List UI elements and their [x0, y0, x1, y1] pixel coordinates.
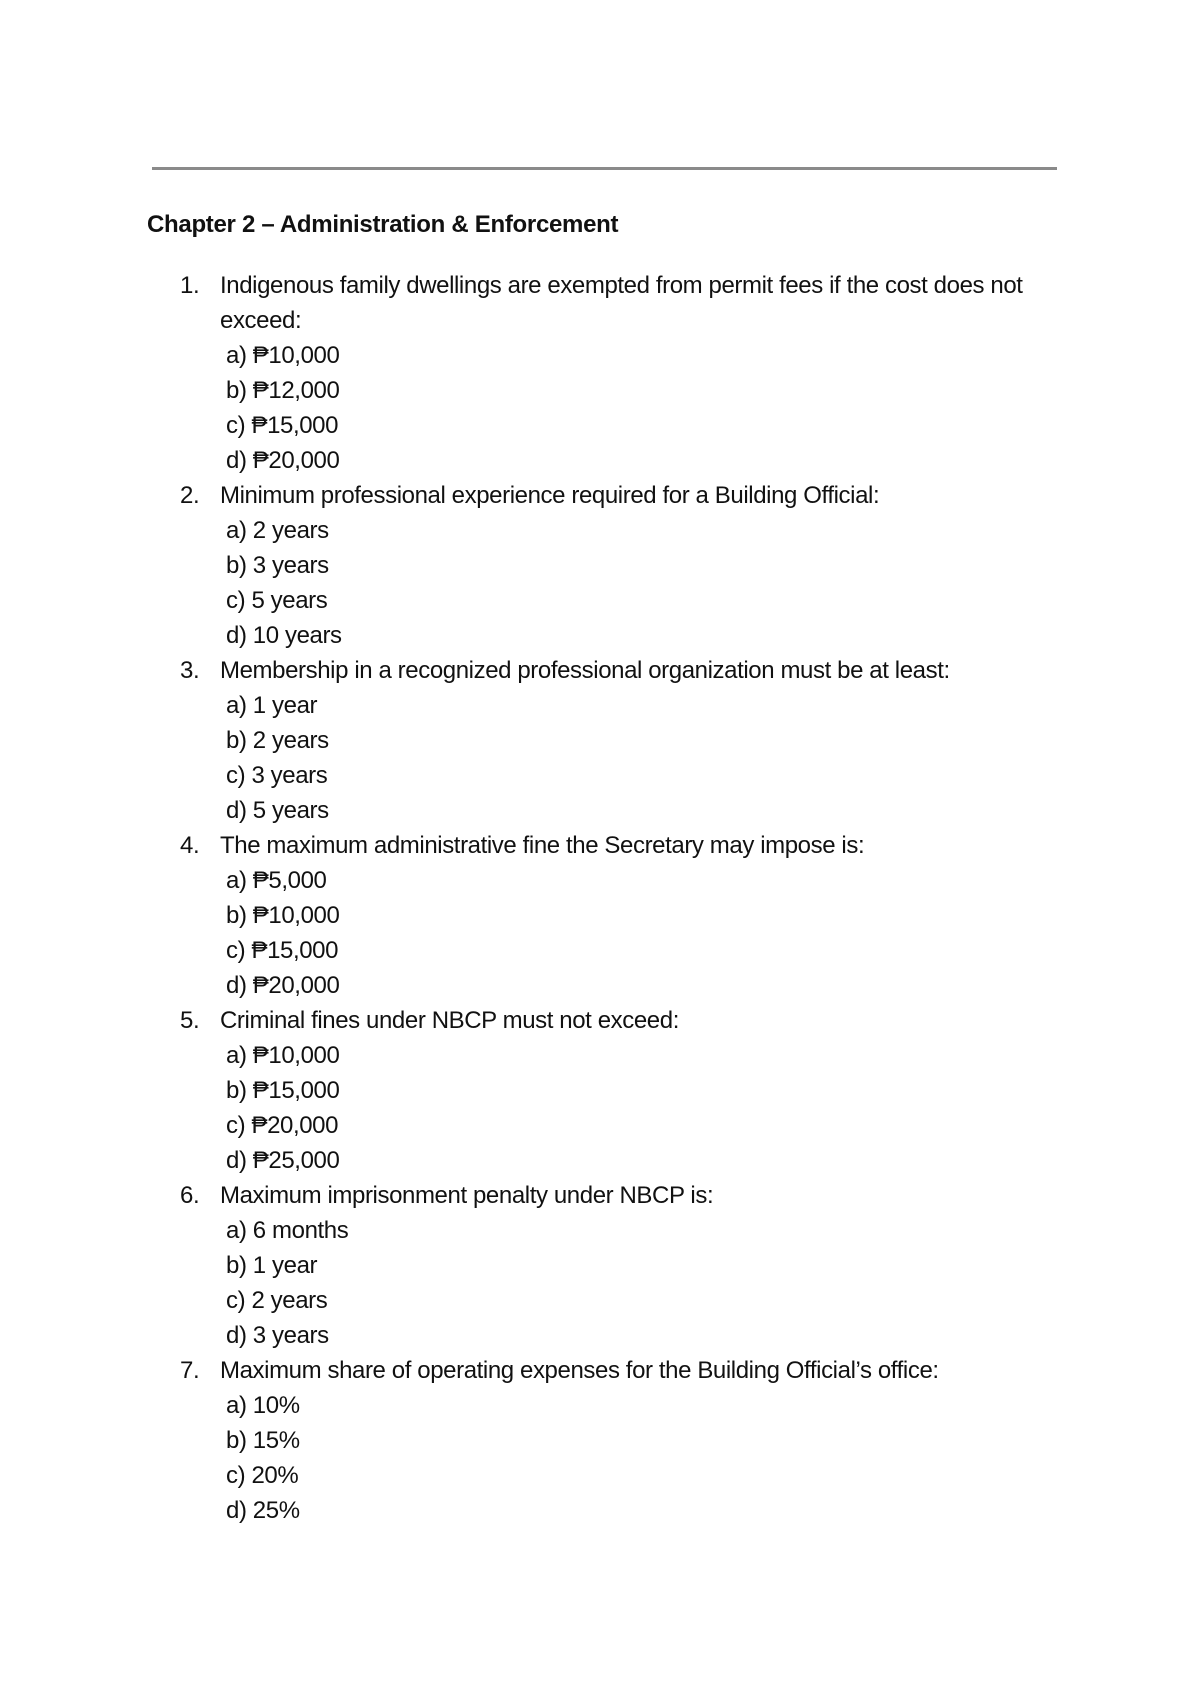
question-text: Maximum imprisonment penalty under NBCP is:	[220, 1182, 714, 1209]
question-number: 2.	[180, 482, 200, 509]
option-list	[220, 863, 1070, 1003]
question-number: 4.	[180, 832, 200, 859]
option-a: a) ₱5,000	[226, 867, 327, 894]
option-c: c) 2 years	[226, 1287, 328, 1314]
question-text: Indigenous family dwellings are exempted from permit fees if the cost does not exceed:	[220, 272, 1023, 334]
question-number: 6.	[180, 1182, 200, 1209]
option-a: a) ₱10,000	[226, 1042, 340, 1069]
question-text: Maximum share of operating expenses for the Building Official’s office:	[220, 1357, 939, 1384]
option-a: a) 2 years	[226, 517, 329, 544]
option-d: d) 25%	[226, 1497, 300, 1524]
option-c: c) ₱20,000	[226, 1112, 339, 1139]
option-b: b) ₱10,000	[226, 902, 340, 929]
option-list	[220, 688, 1070, 828]
question-2	[170, 478, 1070, 653]
question-text: Membership in a recognized professional organization must be at least:	[220, 657, 950, 684]
question-number: 5.	[180, 1007, 200, 1034]
option-d: d) ₱20,000	[226, 972, 340, 999]
option-a: a) 1 year	[226, 692, 318, 719]
option-a: a) 6 months	[226, 1217, 349, 1244]
option-c: c) ₱15,000	[226, 937, 339, 964]
question-number: 7.	[180, 1357, 200, 1384]
option-b: b) ₱12,000	[226, 377, 340, 404]
option-list	[220, 1038, 1070, 1178]
header-rule	[152, 167, 1057, 170]
option-d: d) 10 years	[226, 622, 342, 649]
option-list	[220, 338, 1070, 478]
question-number: 1.	[180, 272, 200, 299]
option-b: b) 1 year	[226, 1252, 318, 1279]
question-text: The maximum administrative fine the Secretary may impose is:	[220, 832, 865, 859]
option-list	[220, 513, 1070, 653]
option-d: d) 5 years	[226, 797, 329, 824]
question-5	[170, 1003, 1070, 1178]
question-list	[170, 268, 1070, 1528]
question-text: Criminal fines under NBCP must not exceed:	[220, 1007, 679, 1034]
question-number: 3.	[180, 657, 200, 684]
option-c: c) 20%	[226, 1462, 299, 1489]
option-d: d) 3 years	[226, 1322, 329, 1349]
question-6	[170, 1178, 1070, 1353]
question-7	[170, 1353, 1070, 1528]
option-c: c) ₱15,000	[226, 412, 339, 439]
option-a: a) ₱10,000	[226, 342, 340, 369]
option-b: b) ₱15,000	[226, 1077, 340, 1104]
option-a: a) 10%	[226, 1392, 300, 1419]
option-d: d) ₱25,000	[226, 1147, 340, 1174]
option-b: b) 3 years	[226, 552, 329, 579]
question-4	[170, 828, 1070, 1003]
option-d: d) ₱20,000	[226, 447, 340, 474]
option-b: b) 2 years	[226, 727, 329, 754]
chapter-title: Chapter 2 – Administration & Enforcement	[147, 211, 619, 238]
option-list	[220, 1213, 1070, 1353]
option-list	[220, 1388, 1070, 1528]
option-c: c) 5 years	[226, 587, 328, 614]
question-1	[170, 268, 1070, 478]
option-c: c) 3 years	[226, 762, 328, 789]
option-b: b) 15%	[226, 1427, 300, 1454]
question-3	[170, 653, 1070, 828]
question-text: Minimum professional experience required for a Building Official:	[220, 482, 880, 509]
